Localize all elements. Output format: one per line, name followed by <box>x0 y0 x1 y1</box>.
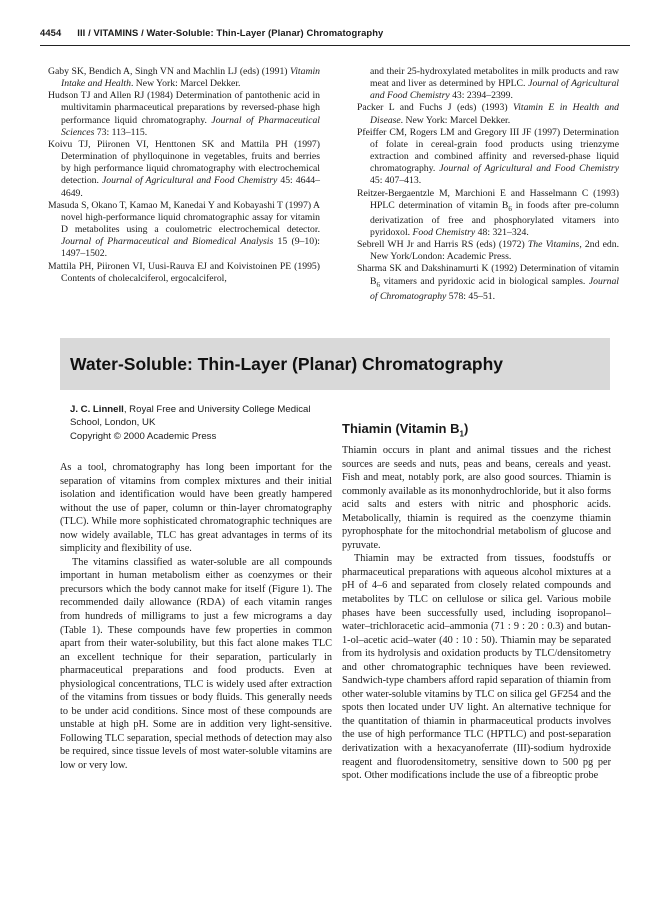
author-affiliation: , Royal Free and University College Medical School, London, UK <box>70 404 311 428</box>
reference-entry-continuation: and their 25-hydroxylated metabolites in milk products and raw meat and liver as determined by HPLC. Journal of Agricultural and Food Chemistry 43: 2394–2399. <box>370 66 619 102</box>
references-right-column <box>357 66 619 303</box>
paragraph: As a tool, chromatography has long been important for the separation of vitamins from complex mixtures and their initial isolation and identification would have been greatly hampered without the use of paper, column or thin-layer chromatography (TLC). While more sophisticated chromatographic techniques are now widely available, TLC has great advantages in terms of its simplicity and flexibility of use. <box>60 462 332 555</box>
reference-entry: Reitzer-Bergaentzle M, Marchioni E and Hasselmann C (1993) HPLC determination of vitamin $B_6$ in foods after pre-column derivatization of free and phosphorylated vitamers into pyridoxol. Food Chemistry 48: 321–324. <box>357 187 619 238</box>
reference-entry: Packer L and Fuchs J (eds) (1993) Vitamin E in Health and Disease. New York: Marcel Dekker. <box>357 102 619 126</box>
body-left-column <box>60 461 332 773</box>
reference-entry: Sharma SK and Dakshinamurti K (1992) Determination of vitamin $B_6$ vitamers and pyridoxic acid in biological samples. Journal of Chromatography 578: 45–51. <box>357 263 619 302</box>
section-title-bar <box>60 338 610 390</box>
body-right-column <box>342 444 611 783</box>
reference-entry: Koivu TJ, Piironen VI, Henttonen SK and Mattila PH (1997) Determination of phylloquinone in vegetables, fruits and berries by high performance liquid chromatography with electrochemical detection. Journal of Agricultural and Food Chemistry 45: 4644–4649. <box>48 138 320 199</box>
paragraph: Thiamin may be extracted from tissues, foodstuffs or pharmaceutical preparations with aqueous alcohol mixtures at a pH of 4–6 and separated from closely related compounds and metabolites by TLC on cellulose or silica gel. Various mobile phases have been successfully used, including isopropanol–water–trichloracetic acid–ammonia (71 : 9 : 20 : 0.3) and butan-1-ol–acetic acid–water (40 : 10 : 50). Thiamin may be separated from its hydrolysis and oxidation products by TLC/densitometry and other chromatographic techniques have been reviewed. Sandwich-type chambers afford rapid separation of thiamin from other water-soluble vitamins by TLC on silica gel GF254 and the spots then located under UV light. An alternative technique for the quantitation of thiamin in pharmaceutical products involves the use of high performance TLC (HPTLC) and post-separation derivatization with a hexacyanoferrate (III)-sodium hydroxide reagent and fluorodensitometry, sensitive down to 500 pg per spot. Other modifications include the use of a fibreoptic probe <box>342 553 611 782</box>
section-title: Water-Soluble: Thin-Layer (Planar) Chromatography <box>70 353 504 374</box>
paragraph: The vitamins classified as water-soluble are all compounds important in human metabolism either as coenzymes or their precursors which the body cannot make for itself (Figure 1). The recommended daily allowance (RDA) of each vitamin ranges from hundreds of milligrams to just a few micrograms a day (Table 1). These compounds have few properties in common apart from their water-solubility, but this fact alone makes TLC an excellent technique for their separation, particularly in pharmaceutical preparations and food products. Even at physiological concentrations, TLC is widely used after extraction of the vitamins from tissues or body fluids. This generally needs to be under acid conditions. Since most of these compounds are unstable at high pH. Some are in addition very light-sensitive. Following TLC separation, special methods of detection may also be required, since tissue levels of most water-soluble vitamins are low or very low. <box>60 556 332 772</box>
running-header <box>40 27 630 46</box>
reference-entry: Masuda S, Okano T, Kamao M, Kanedai Y and Kobayashi T (1997) A novel high-performance liquid chromatographic assay for vitamin D metabolites using a coulometric electrochemical detector. Journal of Pharmaceutical and Biomedical Analysis 15 (9–10): 1497–1502. <box>48 199 320 260</box>
reference-entry: Sebrell WH Jr and Harris RS (eds) (1972) The Vitamins, 2nd edn. New York/London: Academic Press. <box>357 239 619 263</box>
author-block <box>70 403 332 429</box>
author-name: J. C. Linnell <box>70 404 124 415</box>
running-title: III / VITAMINS / Water-Soluble: Thin-Layer (Planar) Chromatography <box>77 27 384 38</box>
reference-entry: Hudson TJ and Allen RJ (1984) Determination of pantothenic acid in multivitamin pharmaceutical preparations by reversed-phase high performance liquid chromatography. Journal of Pharmaceutical Sciences 73: 113–115. <box>48 90 320 138</box>
reference-entry: Mattila PH, Piironen VI, Uusi-Rauva EJ and Koivistoinen PE (1995) Contents of cholecalciferol, ergocalciferol, <box>48 260 320 284</box>
paragraph: Thiamin occurs in plant and animal tissues and the richest sources are seeds and nuts, peas and beans, cereals and yeast. Fish and meat, notably pork, are also good sources. Thiamin is commonly available as its mononhydrochloride, but it also forms acid salts and esters with nitric and phosphoric acids. Metabolically, thiamin is required as the coenzyme thiamin pyrophosphate for the mitochondrial metabolism of glucose and pyruvate. <box>342 445 611 551</box>
references-left-column <box>48 66 320 285</box>
reference-entry: Pfeiffer CM, Rogers LM and Gregory III JF (1997) Determination of folate in cereal-grain food products using trienzyme extraction and combined affinity and reversed-phase liquid chromatography. Journal of Agricultural and Food Chemistry 45: 407–413. <box>357 126 619 187</box>
reference-entry: Gaby SK, Bendich A, Singh VN and Machlin LJ (eds) (1991) Vitamin Intake and Health. New York: Marcel Dekker. <box>48 66 320 90</box>
subsection-heading: Thiamin (Vitamin $B_1$) <box>342 421 469 439</box>
copyright-notice: Copyright © 2000 Academic Press <box>70 431 217 442</box>
page-number: 4454 <box>40 27 62 38</box>
